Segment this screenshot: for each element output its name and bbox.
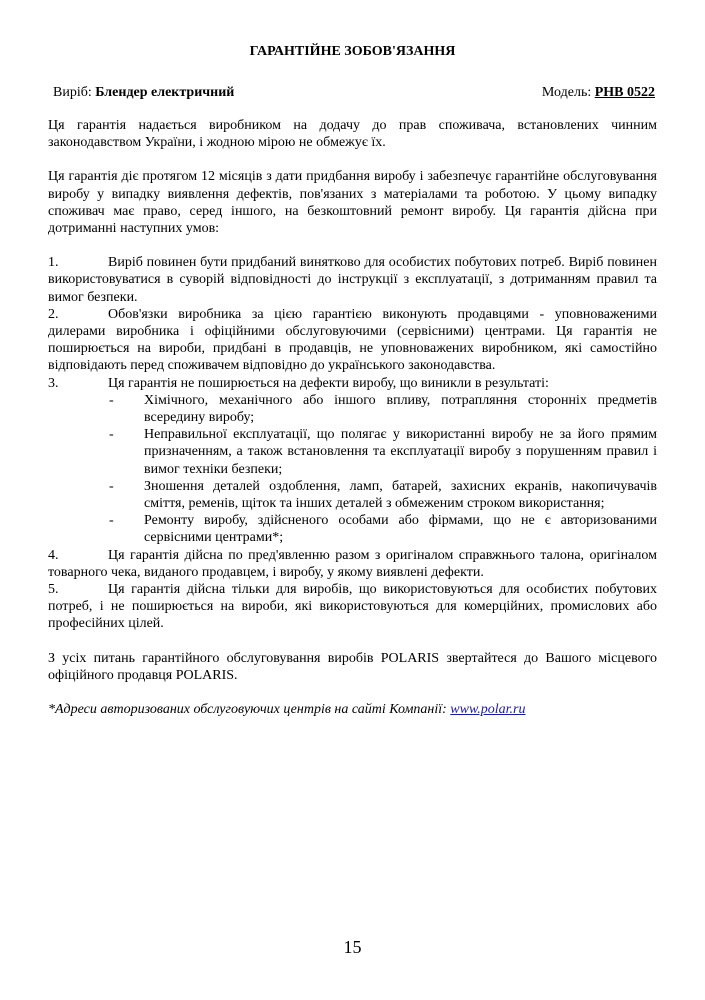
- condition-item: [48, 254, 657, 306]
- exclusions-list: [48, 392, 657, 547]
- condition-text: Виріб повинен бути придбаний винятково для особистих побутових потреб. Виріб повинен використовуватися в суворій відповідності до інструкції з експлуатації, з дотриманням правил та вимог безпеки.: [48, 255, 657, 305]
- product-row: [53, 84, 655, 101]
- model-label: Модель:: [541, 85, 592, 100]
- model-info: [542, 84, 655, 101]
- product-value: Блендер електричний: [95, 85, 235, 100]
- exclusion-text: Ремонту виробу, здійсненого особами або фірмами, що не є авторизованими сервісними центрами*;: [144, 513, 657, 546]
- condition-text: Обов'язки виробника за цією гарантією виконують продавцями - уповноваженими дилерами виробника і офіційними обслуговуючими (сервісними) центрами. Ця гарантія не поширюється на вироби, придбані в продавців, не уповноважених виробником, які самостійно відповідають перед споживачем відповідно до українського законодавства.: [48, 306, 657, 374]
- exclusion-text: Неправильної експлуатації, що полягає у використанні виробу не за його прямим призначенням, а також встановлення та експлуатації виробу з порушенням правил і вимог техніки безпеки;: [144, 427, 657, 477]
- exclusion-item: [48, 426, 657, 478]
- model-value: PHB 0522: [594, 85, 655, 100]
- condition-text: Ця гарантія не поширюється на дефекти виробу, що виникли в результаті:: [108, 375, 549, 391]
- condition-number: 3.: [48, 375, 59, 391]
- closing-paragraph: З усіх питань гарантійного обслуговування виробів POLARIS звертайтеся до Вашого місцевого офіційного продавця POLARIS.: [48, 650, 657, 683]
- condition-number: 1.: [48, 255, 59, 271]
- document-body: [48, 117, 657, 718]
- terms-paragraph: Ця гарантія діє протягом 12 місяців з дати придбання виробу і забезпечує гарантійне обслуговування виробу у випадку виявлення дефектів, пов'язаних з матеріалами та роботою. У цьому випадку споживач має право, серед іншого, на безкоштовний ремонт виробу. Ця гарантія дійсна при дотриманні наступних умов:: [48, 169, 657, 237]
- document-title: ГАРАНТІЙНЕ ЗОБОВ'ЯЗАННЯ: [249, 44, 456, 59]
- condition-item: [48, 581, 657, 633]
- condition-item: [48, 306, 657, 375]
- condition-item: [48, 375, 657, 392]
- condition-text: Ця гарантія дійсна тільки для виробів, що використовуються для особистих побутових потреб, і не поширюється на вироби, які використовуються для комерційних, промислових або професійних цілей.: [48, 582, 657, 632]
- condition-number: 5.: [48, 582, 59, 598]
- exclusion-item: [48, 392, 657, 426]
- condition-text: Ця гарантія дійсна по пред'явленню разом з оригіналом справжнього талона, оригіналом товарного чека, виданого продавцем, і виробу, у якому виявлені дефекти.: [48, 547, 657, 580]
- dash-marker: -: [109, 478, 114, 494]
- website-link[interactable]: www.polar.ru: [450, 702, 526, 718]
- product-info: [53, 84, 234, 101]
- exclusion-text: Зношення деталей оздоблення, ламп, батарей, захисних екранів, накопичувачів сміття, ременів, щіток та інших деталей з обмеженим строком використання;: [144, 478, 657, 512]
- exclusion-item: [48, 512, 657, 546]
- condition-item: [48, 547, 657, 581]
- dash-marker: -: [109, 392, 114, 408]
- conditions-list: [48, 254, 657, 632]
- footnote: [48, 701, 657, 718]
- condition-number: 2.: [48, 306, 59, 322]
- footnote-text: *Адреси авторизованих обслуговуючих центрів на сайті Компанії:: [48, 702, 451, 718]
- dash-marker: -: [109, 427, 114, 443]
- product-label: Виріб:: [53, 85, 92, 100]
- condition-number: 4.: [48, 547, 59, 563]
- page-number: 15: [343, 937, 362, 957]
- exclusion-item: [48, 478, 657, 512]
- exclusion-text: Хімічного, механічного або іншого впливу, потрапляння сторонніх предметів всередину виробу;: [144, 392, 657, 426]
- intro-paragraph: Ця гарантія надається виробником на додачу до прав споживача, встановлених чинним законодавством України, і жодною мірою не обмежує їх.: [48, 118, 657, 151]
- dash-marker: -: [109, 513, 114, 529]
